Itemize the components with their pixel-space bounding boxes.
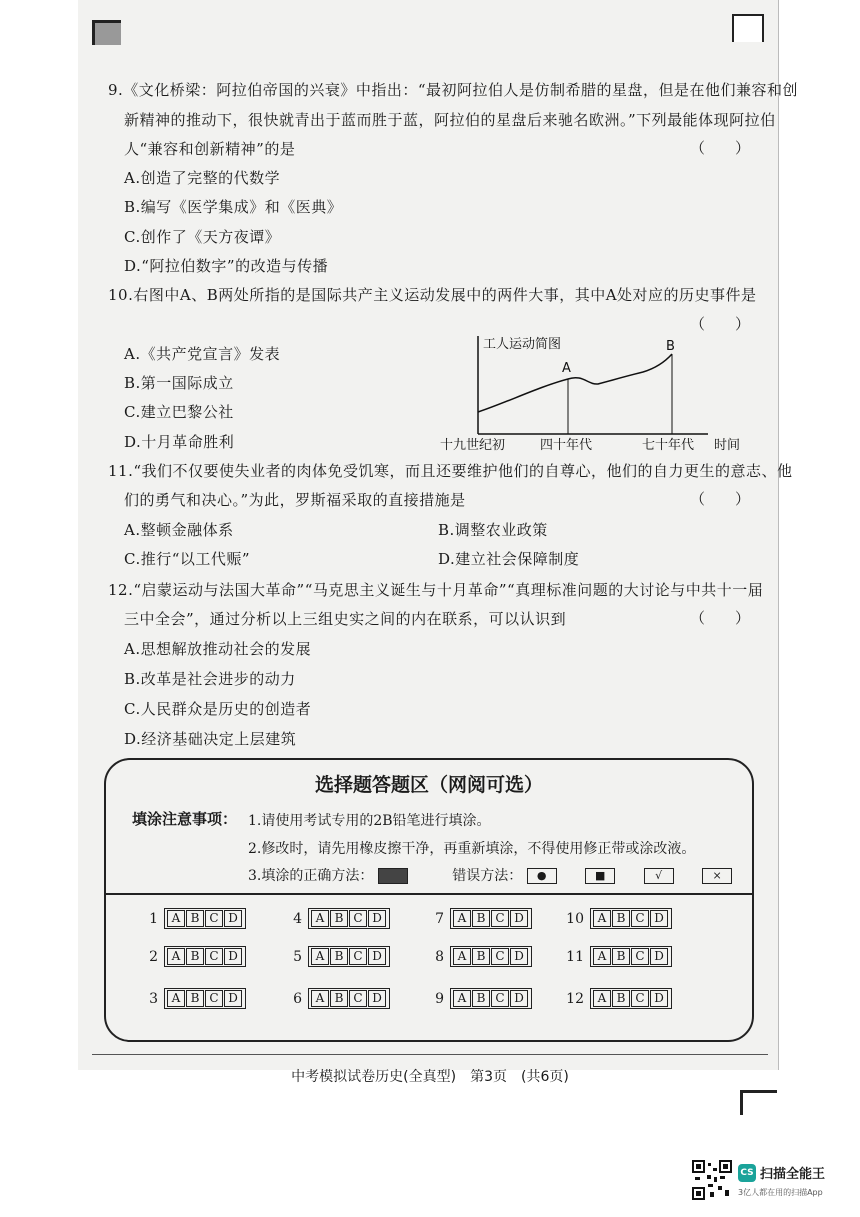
answer-bubbles (164, 988, 246, 1009)
answer-bubble-3-D[interactable]: D (224, 990, 242, 1007)
answer-bubble-6-D[interactable]: D (368, 990, 386, 1007)
scanner-tagline: 3亿人都在用的扫描App (738, 1188, 823, 1197)
page-footer: 中考模拟试卷历史(全真型) 第3页 (共6页) (291, 1069, 569, 1085)
answer-bubble-10-C[interactable]: C (631, 910, 649, 927)
fill-instruction-3 (248, 865, 732, 885)
answer-bubble-7-C[interactable]: C (491, 910, 509, 927)
answer-row-3 (138, 988, 246, 1009)
q9-option-b: B.编写《医学集成》和《医典》 (124, 198, 343, 216)
answer-number: 1 (149, 910, 158, 927)
q9-line1: 9.《文化桥梁：阿拉伯帝国的兴衰》中指出：“最初阿拉伯人是仿制希腊的星盘，但是在他们兼容和创 (108, 81, 798, 99)
q12-option-d: D.经济基础决定上层建筑 (124, 730, 297, 748)
answer-area-divider (106, 893, 752, 895)
answer-row-11 (564, 946, 672, 967)
answer-bubble-3-B[interactable]: B (186, 990, 204, 1007)
q11-line1: 11.“我们不仅要使失业者的肉体免受饥寒，而且还要维护他们的自尊心，他们的自力更生的意志、他 (108, 462, 793, 480)
answer-bubble-2-D[interactable]: D (224, 948, 242, 965)
answer-row-5 (282, 946, 390, 967)
wrong-mark-cross: × (702, 868, 732, 884)
answer-bubble-4-D[interactable]: D (368, 910, 386, 927)
qr-code-icon (692, 1160, 732, 1200)
answer-bubble-12-A[interactable]: A (593, 990, 611, 1007)
answer-number: 9 (435, 990, 444, 1007)
answer-bubbles (450, 908, 532, 929)
answer-bubble-8-C[interactable]: C (491, 948, 509, 965)
answer-bubble-11-A[interactable]: A (593, 948, 611, 965)
fill-correct-swatch (378, 868, 408, 884)
q12-line2: 三中全会”，通过分析以上三组史实之间的内在联系，可以认识到 (124, 610, 567, 628)
q11-option-a: A.整顿金融体系 (124, 521, 234, 539)
scanner-watermark (692, 1160, 842, 1204)
answer-bubble-5-B[interactable]: B (330, 948, 348, 965)
answer-number: 11 (566, 948, 584, 965)
answer-bubbles (590, 946, 672, 967)
answer-row-9 (424, 988, 532, 1009)
answer-bubbles (308, 988, 390, 1009)
answer-bubble-2-C[interactable]: C (205, 948, 223, 965)
answer-bubble-12-C[interactable]: C (631, 990, 649, 1007)
answer-bubble-3-A[interactable]: A (167, 990, 185, 1007)
answer-number: 6 (293, 990, 302, 1007)
registration-mark-top-right (732, 14, 764, 42)
answer-row-8 (424, 946, 532, 967)
q12-answer-paren: （ ） (690, 609, 751, 627)
answer-bubbles (450, 988, 532, 1009)
fill-instructions-heading: 填涂注意事项： (132, 810, 238, 828)
answer-bubble-12-B[interactable]: B (612, 990, 630, 1007)
answer-bubble-2-A[interactable]: A (167, 948, 185, 965)
answer-bubble-10-A[interactable]: A (593, 910, 611, 927)
fill-instruction-1: 1.请使用考试专用的2B铅笔进行填涂。 (248, 813, 491, 829)
chart-x-tick-1: 四十年代 (540, 438, 593, 452)
answer-number: 7 (435, 910, 444, 927)
chart-x-label: 时间 (714, 438, 741, 452)
fill-correct-label: 3.填涂的正确方法： (248, 868, 374, 884)
q10-line1: 10.右图中A、B两处所指的是国际共产主义运动发展中的两件大事，其中A处对应的历史事件是 (108, 286, 757, 304)
answer-bubble-1-B[interactable]: B (186, 910, 204, 927)
workers-movement-chart (438, 332, 758, 452)
answer-bubble-6-A[interactable]: A (311, 990, 329, 1007)
answer-bubble-11-C[interactable]: C (631, 948, 649, 965)
answer-number: 2 (149, 948, 158, 965)
answer-bubble-1-D[interactable]: D (224, 910, 242, 927)
answer-bubble-10-D[interactable]: D (650, 910, 668, 927)
q11-answer-paren: （ ） (690, 490, 751, 508)
q10-option-d: D.十月革命胜利 (124, 433, 235, 451)
answer-bubble-8-D[interactable]: D (510, 948, 528, 965)
q12-option-b: B.改革是社会进步的动力 (124, 670, 296, 688)
q9-line2: 新精神的推动下，很快就青出于蓝而胜于蓝，阿拉伯的星盘后来驰名欧洲。”下列最能体现阿拉伯 (124, 111, 776, 129)
answer-bubble-1-A[interactable]: A (167, 910, 185, 927)
chart-x-tick-0: 十九世纪初 (440, 438, 506, 452)
q12-option-a: A.思想解放推动社会的发展 (124, 640, 312, 658)
chart-point-a: A (562, 361, 571, 376)
answer-bubbles (308, 946, 390, 967)
q11-line2: 们的勇气和决心。”为此，罗斯福采取的直接措施是 (124, 491, 466, 509)
answer-bubble-11-D[interactable]: D (650, 948, 668, 965)
answer-row-6 (282, 988, 390, 1009)
answer-bubble-4-C[interactable]: C (349, 910, 367, 927)
answer-number: 3 (149, 990, 158, 1007)
q9-option-d: D.“阿拉伯数字”的改造与传播 (124, 257, 329, 275)
answer-row-12 (564, 988, 672, 1009)
chart-series-line (478, 354, 672, 412)
q10-option-a: A.《共产党宣言》发表 (124, 345, 281, 363)
answer-bubble-7-A[interactable]: A (453, 910, 471, 927)
answer-bubble-10-B[interactable]: B (612, 910, 630, 927)
footer-rule (92, 1054, 768, 1055)
q11-option-c: C.推行“以工代赈” (124, 550, 251, 568)
answer-bubble-11-B[interactable]: B (612, 948, 630, 965)
registration-mark-top-left (92, 20, 121, 45)
answer-bubbles (164, 908, 246, 929)
camscanner-logo-icon: CS (738, 1164, 756, 1182)
answer-bubble-6-C[interactable]: C (349, 990, 367, 1007)
chart-point-b: B (666, 339, 675, 354)
answer-bubble-4-B[interactable]: B (330, 910, 348, 927)
answer-number: 12 (566, 990, 584, 1007)
fill-instruction-2: 2.修改时，请先用橡皮擦干净，再重新填涂，不得使用修正带或涂改液。 (248, 841, 696, 857)
answer-bubbles (590, 988, 672, 1009)
answer-number: 8 (435, 948, 444, 965)
answer-bubble-9-D[interactable]: D (510, 990, 528, 1007)
answer-area-title: 选择题答题区（网阅可选） (314, 774, 543, 796)
answer-number: 5 (293, 948, 302, 965)
answer-number: 10 (566, 910, 584, 927)
fill-wrong-label: 错误方法： (452, 868, 523, 884)
q12-option-c: C.人民群众是历史的创造者 (124, 700, 312, 718)
answer-bubbles (308, 908, 390, 929)
answer-bubble-5-C[interactable]: C (349, 948, 367, 965)
q11-option-d: D.建立社会保障制度 (438, 550, 580, 568)
answer-bubbles (590, 908, 672, 929)
answer-row-7 (424, 908, 532, 929)
wrong-mark-square: ■ (585, 868, 615, 884)
answer-bubble-9-B[interactable]: B (472, 990, 490, 1007)
answer-bubble-3-C[interactable]: C (205, 990, 223, 1007)
q9-option-c: C.创作了《天方夜谭》 (124, 228, 281, 246)
q11-option-b: B.调整农业政策 (438, 521, 548, 539)
q10-option-b: B.第一国际成立 (124, 374, 234, 392)
chart-title: 工人运动简图 (483, 337, 562, 352)
registration-mark-bottom-right (740, 1090, 777, 1115)
answer-bubble-9-A[interactable]: A (453, 990, 471, 1007)
chart-x-tick-2: 七十年代 (642, 438, 695, 452)
answer-bubble-7-B[interactable]: B (472, 910, 490, 927)
answer-row-10 (564, 908, 672, 929)
answer-bubble-8-B[interactable]: B (472, 948, 490, 965)
q9-answer-paren: （ ） (690, 139, 751, 157)
q9-line3: 人“兼容和创新精神”的是 (124, 140, 296, 158)
scanner-app-name: 扫描全能王 (760, 1167, 826, 1182)
answer-bubble-1-C[interactable]: C (205, 910, 223, 927)
q10-answer-paren: （ ） (690, 315, 751, 333)
q9-option-a: A.创造了完整的代数学 (124, 169, 281, 187)
wrong-mark-check: √ (644, 868, 674, 884)
answer-bubble-2-B[interactable]: B (186, 948, 204, 965)
answer-bubble-12-D[interactable]: D (650, 990, 668, 1007)
answer-bubble-8-A[interactable]: A (453, 948, 471, 965)
answer-bubble-9-C[interactable]: C (491, 990, 509, 1007)
q10-option-c: C.建立巴黎公社 (124, 403, 234, 421)
answer-bubbles (164, 946, 246, 967)
answer-row-4 (282, 908, 390, 929)
answer-number: 4 (293, 910, 302, 927)
q12-line1: 12.“启蒙运动与法国大革命”“马克思主义诞生与十月革命”“真理标准问题的大讨论与中共十一届 (108, 581, 764, 599)
answer-bubble-4-A[interactable]: A (311, 910, 329, 927)
answer-bubble-5-D[interactable]: D (368, 948, 386, 965)
answer-area (104, 758, 754, 1042)
answer-bubble-7-D[interactable]: D (510, 910, 528, 927)
answer-row-2 (138, 946, 246, 967)
answer-bubble-5-A[interactable]: A (311, 948, 329, 965)
answer-bubble-6-B[interactable]: B (330, 990, 348, 1007)
answer-bubbles (450, 946, 532, 967)
wrong-mark-dot: ● (527, 868, 557, 884)
answer-row-1 (138, 908, 246, 929)
